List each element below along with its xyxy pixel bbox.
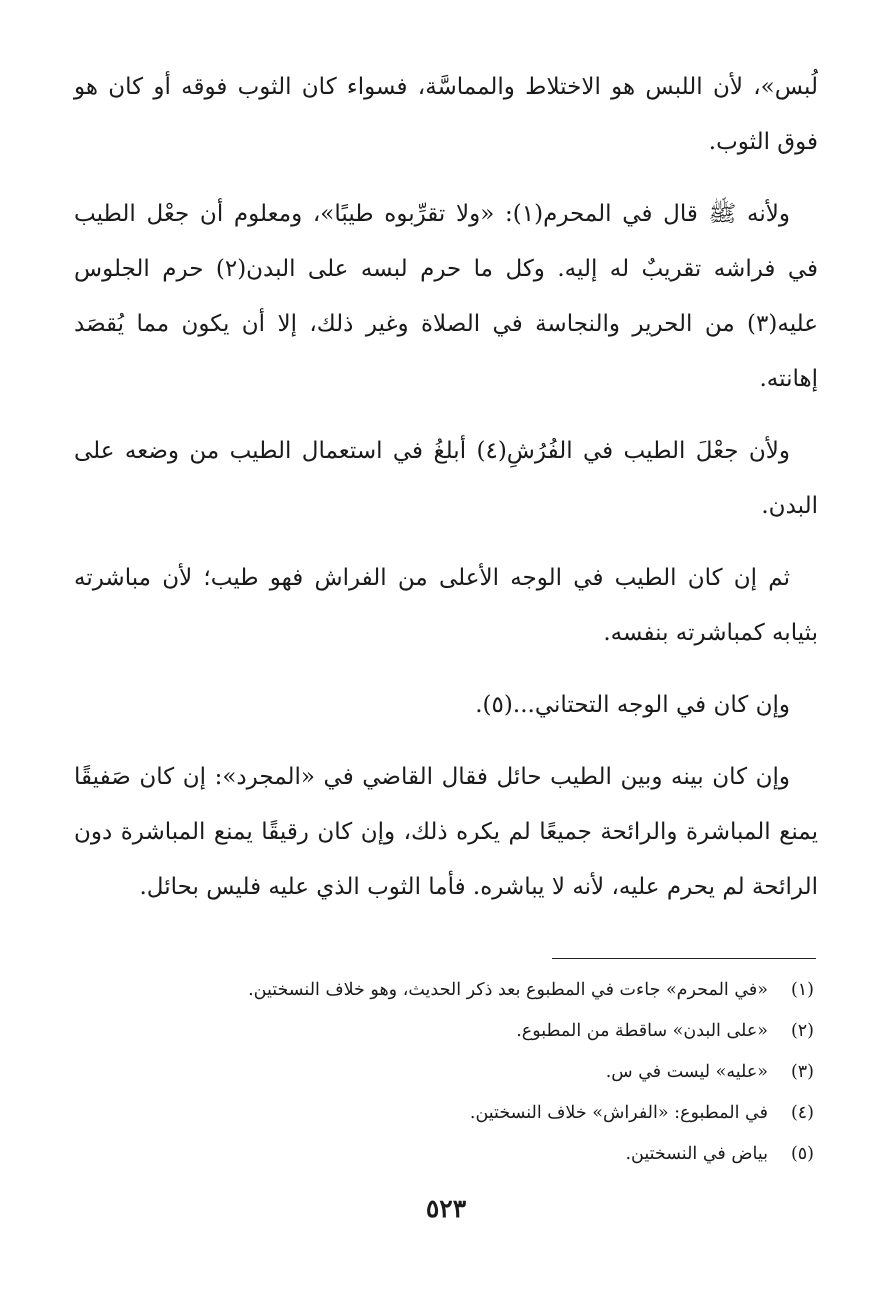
footnote-number: (٤) <box>790 1103 814 1123</box>
footnote-1 <box>74 970 814 1011</box>
paragraph-6: وإن كان بينه وبين الطيب حائل فقال القاضي في «المجرد»: إن كان صَفيقًا يمنع المباشرة والرائحة جميعًا لم يكره ذلك، وإن كان رقيقًا يمنع المباشرة دون الرائحة لم يحرم عليه، لأنه لا يباشره. فأما الثوب الذي عليه فليس بحائل. <box>74 764 818 900</box>
footnote-number: (٢) <box>790 1021 814 1041</box>
footnote-text: «على البدن» ساقطة من المطبوع. <box>516 1021 768 1041</box>
paragraph-1: لُبس»، لأن اللبس هو الاختلاط والمماسَّة، فسواء كان الثوب فوقه أو كان هو فوق الثوب. <box>74 74 818 155</box>
footnote-5 <box>74 1134 814 1175</box>
paragraph-4: ثم إن كان الطيب في الوجه الأعلى من الفراش فهو طيب؛ لأن مباشرته بثيابه كمباشرته بنفسه. <box>74 565 818 646</box>
footnotes <box>74 970 814 1175</box>
footnote-3 <box>74 1052 814 1093</box>
footnote-number: (٥) <box>790 1144 814 1164</box>
footnote-text: في المطبوع: «الفراش» خلاف النسختين. <box>469 1103 768 1123</box>
footnote-2 <box>74 1011 814 1052</box>
page-number: ٥٢٣ <box>425 1194 467 1223</box>
paragraph-3: ولأن جعْلَ الطيب في الفُرُشِ(٤) أبلغُ في استعمال الطيب من وضعه على البدن. <box>74 438 818 519</box>
footnote-text: بياض في النسختين. <box>625 1144 768 1164</box>
paragraph-5: وإن كان في الوجه التحتاني...(٥). <box>475 692 790 718</box>
footnote-text: «في المحرم» جاءت في المطبوع بعد ذكر الحديث، وهو خلاف النسختين. <box>248 980 768 1000</box>
footnote-text: «عليه» ليست في س. <box>605 1062 768 1082</box>
footnote-number: (١) <box>790 980 814 1000</box>
main-text <box>74 60 818 932</box>
footnote-divider <box>552 958 816 959</box>
paragraph-2: ولأنه ﷺ قال في المحرم(١): «ولا تقرِّبوه طيبًا»، ومعلوم أن جعْل الطيب في فراشه تقريبٌ له إليه. وكل ما حرم لبسه على البدن(٢) حرم الجلوس عليه(٣) من الحرير والنجاسة في الصلاة وغير ذلك، إلا أن يكون مما يُقصَد إهانته. <box>74 201 818 392</box>
footnote-number: (٣) <box>790 1062 814 1082</box>
footnote-4 <box>74 1093 814 1134</box>
